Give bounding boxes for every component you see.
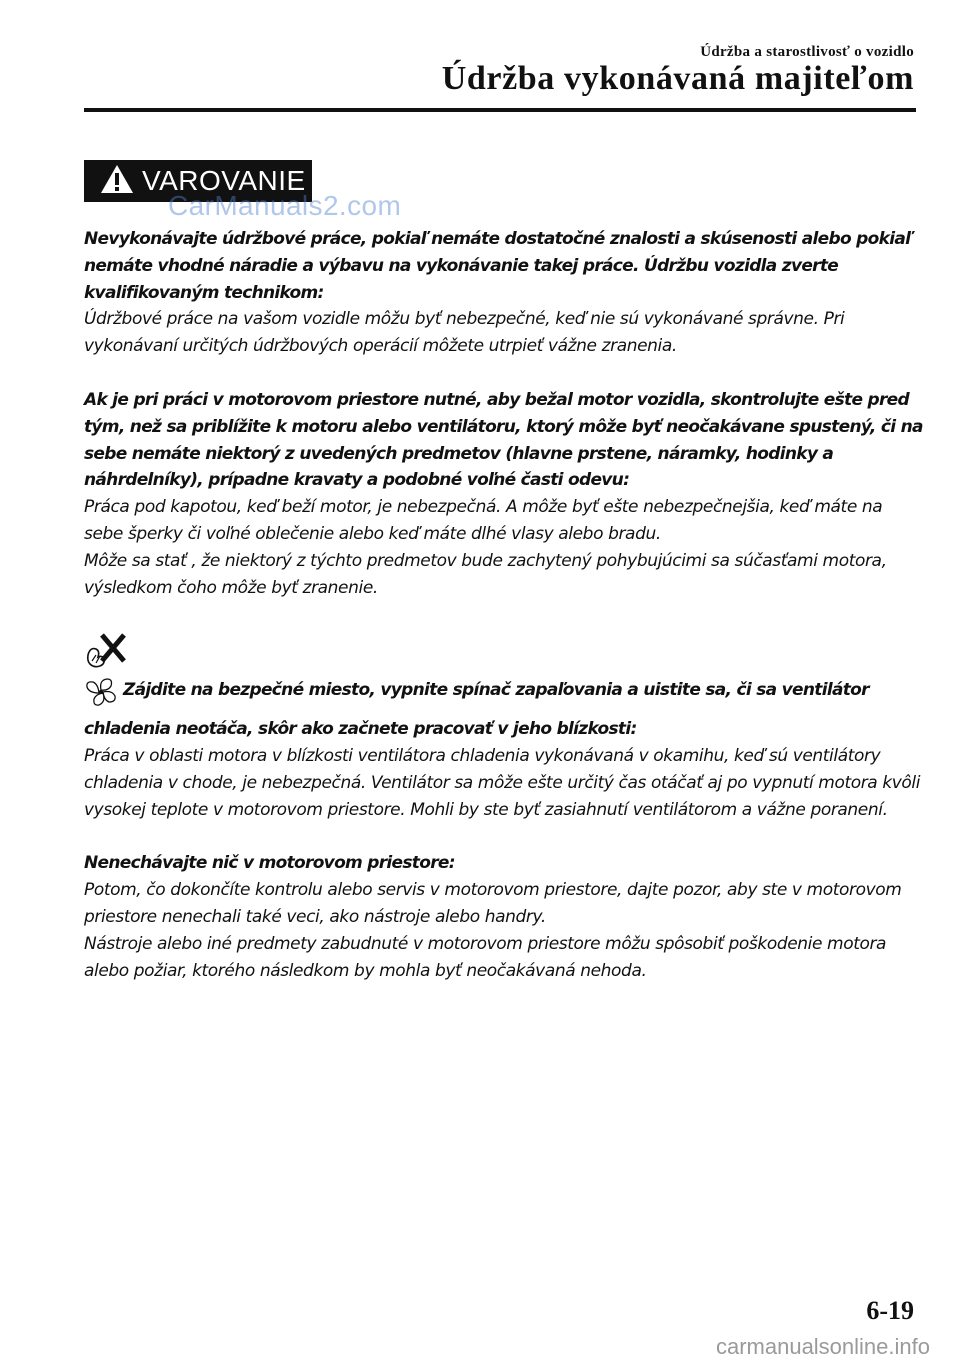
warning-2-heading: Ak je pri práci v motorovom priestore nutné, aby bežal motor vozidla, skontrolujte ešte pred tým, než sa priblížite k motoru alebo ventilátoru, ktorý môže byť neočakávane spustený, či na sebe nemáte niektorý z uvedených predmetov (hlavne prstene, náramky, hodinky a náhrdelníky), prípadne kravaty a podobné voľné časti odevu: xyxy=(84,389,923,491)
section-title: Údržba a starostlivosť o vozidlo xyxy=(700,44,914,60)
warning-3-heading: Zájdite na bezpečné miesto, vypnite spínač zapaľovania a uistite sa, či sa ventilátor chladenia neotáča, skôr ako začnete pracovať v jeho blízkosti: xyxy=(84,680,869,740)
fan-warning-block xyxy=(84,631,924,823)
warning-label: VAROVANIE xyxy=(142,165,306,196)
warning-content xyxy=(84,226,924,984)
warning-4-heading: Nenechávajte nič v motorovom priestore: xyxy=(84,853,455,874)
page-number: 6-19 xyxy=(866,1296,914,1325)
cooling-fan-icon xyxy=(84,677,118,716)
warning-1-heading: Nevykonávajte údržbové práce, pokiaľ nemáte dostatočné znalosti a skúsenosti alebo pokiaľ nemáte vhodné náradie a výbavu na vykonávanie takej práce. Údržbu vozidla zverte kvalifikovaným technikom: xyxy=(84,229,911,303)
warning-1-text: Údržbové práce na vašom vozidle môžu byť nebezpečné, keď nie sú vykonávané správne. Pri vykonávaní určitých údržbových operácií môžete utrpieť vážne zranenia. xyxy=(84,309,845,357)
warning-2-text: Práca pod kapotou, keď beží motor, je nebezpečná. A môže byť ešte nebezpečnejšia, keď máte na sebe šperky či voľné oblečenie alebo keď máte dlhé vlasy alebo bradu. xyxy=(84,497,883,544)
warning-triangle-icon xyxy=(100,164,134,198)
footer-watermark: carmanualsonline.info xyxy=(715,1334,930,1359)
warning-3-text: Práca v oblasti motora v blízkosti ventilátora chladenia vykonávaná v okamihu, keď sú ventilátory chladenia v chode, je nebezpečná. Ventilátor sa môže ešte určitý čas otáčať aj po vypnutí motora kvôli vysokej teplote v motorovom priestore. Mohli by ste byť zasiahnutí ventilátorom a vážne poranení. xyxy=(84,745,921,820)
watermark-carmanuals2: CarManuals2.com xyxy=(168,190,402,221)
warning-2-text-2: Môže sa stať , že niektorý z týchto predmetov bude zachytený pohybujúcimi sa súčasťami motora, výsledkom čoho môže byť zranenie. xyxy=(84,550,887,598)
warning-4-text: Potom, čo dokončíte kontrolu alebo servis v motorovom priestore, dajte pozor, aby ste v motorovom priestore nenechali také veci, ako nástroje alebo handry. xyxy=(84,880,902,927)
warning-4-text-2: Nástroje alebo iné predmety zabudnuté v motorovom priestore môžu spôsobiť poškodenie motora alebo požiar, ktorého následkom by mohla byť neočakávaná nehoda. xyxy=(84,933,887,981)
header-divider xyxy=(84,108,916,112)
hand-fan-warning-icon xyxy=(84,631,924,677)
page-title: Údržba vykonávaná majiteľom xyxy=(441,60,914,97)
